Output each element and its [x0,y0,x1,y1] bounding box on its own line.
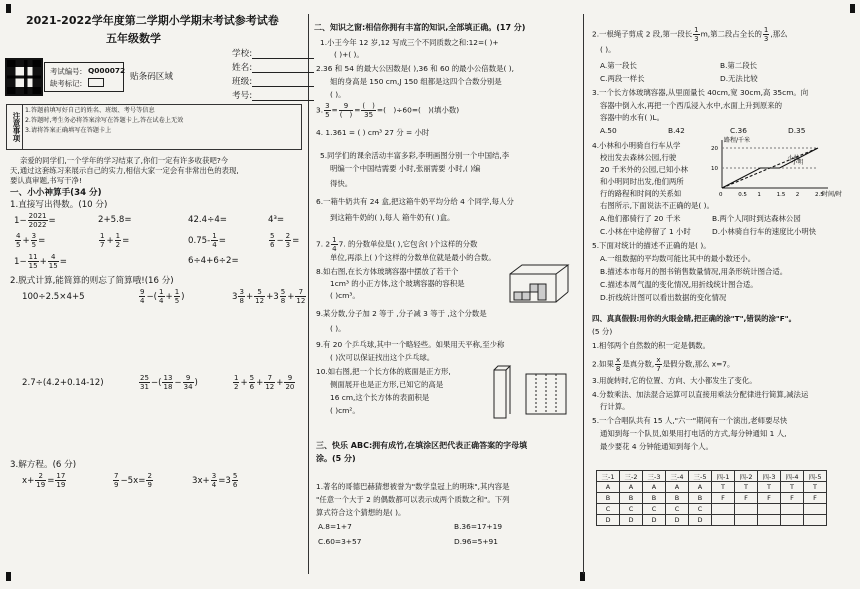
option: B.两个人同时到达森林公园 [712,214,801,223]
question-line: ( )+( )。 [334,50,364,59]
grid-header: 四-2 [735,471,758,482]
answer-bubble[interactable]: B [620,493,643,504]
answer-bubble[interactable]: B [689,493,712,504]
question-line: 行的路程和时间的关系如 [600,189,682,198]
exam-code: Q000072 [88,66,126,75]
q3-title: 3.解方程。(6 分) [10,460,77,470]
section4-title: 四、真真假假:用你的火眼金睛,把正确的涂"T",错误的涂"F"。 [592,314,797,323]
answer-bubble[interactable]: D [620,515,643,526]
registration-mark [850,4,855,13]
option: A.50 [600,126,617,135]
question-line: ( )。 [330,324,346,333]
option: C.两段一样长 [600,74,645,83]
question-line: 通知到每一个队员,如果用打电话的方式,每分钟通知 1 人, [600,429,787,438]
q1-title: 1.直接写出得数。(10 分) [10,200,108,210]
field-name: 姓名: [232,61,314,73]
notes-label: 注意事项 [7,105,23,149]
answer-bubble[interactable]: D [689,515,712,526]
q2-title: 2.脱式计算,能简算的则忘了简算哦!(16 分) [10,276,174,286]
question-line: ( )。 [330,90,346,99]
question-line: ( )次可以保证找出这个乒乓球。 [330,353,435,362]
grid-header: 四-3 [758,471,781,482]
question-line: 行计算。 [600,402,630,411]
answer-bubble[interactable]: A [620,482,643,493]
option: B.42 [668,126,685,135]
x-tick-label: 0.5 [738,192,747,198]
note-line: 3.请将答案正确填写在答题卡上 [25,127,112,134]
field-class: 班级: [232,75,314,87]
exam-subtitle: 五年级数学 [106,32,161,45]
question-line: 得快。 [330,179,353,188]
answer-grid [596,470,827,526]
section1-title: 一、小小神算手(34 分) [10,188,102,198]
answer-bubble[interactable]: T [712,482,735,493]
series-label: 小明 [791,159,804,166]
option: A.他们都骑行了 20 千米 [600,214,681,223]
registration-mark [6,572,11,581]
absent-label: 缺考标记: [50,79,83,88]
container-figure [506,262,572,306]
question-line: 3. $\frac{3}{5}$ = 9 ( ) = ( ) 35 =( )÷60=( )(填小数) [316,102,460,119]
option: C.60=3+57 [318,537,362,546]
intro-line: 要认真审题,书写干净! [10,176,82,185]
grid-header: 三-2 [620,471,643,482]
option: C.描述本周气温的变化情况,用折线统计图合适。 [600,280,758,289]
question-line: 2.如果 $\frac{x}{8}$ 是真分数, $\frac{x}{7}$ 是假分数,那么 x=7。 [592,356,735,373]
x-tick-label: 2.5 [815,192,824,198]
field-school: 学校: [232,47,314,59]
question-line: "任意一个大于 2 的偶数都可以表示成两个质数之和"。下列 [316,495,510,504]
question-line: 姐的身高是 150 cm,J 150 组都是这四个合数分别是 [330,77,502,86]
grid-header: 四-4 [781,471,804,482]
calc-item: $\frac{5}{6}$ − $\frac{2}{3}$ = [270,232,300,249]
question-line: ( )cm²。 [330,406,360,415]
answer-bubble[interactable]: D [597,515,620,526]
option: B.第二段长 [720,61,757,70]
answer-bubble[interactable]: C [666,504,689,515]
question-line: 校出发去森林公园,行驶 [600,153,677,162]
option: D.小林骑自行车的速度比小明快 [712,227,817,236]
section4-points: (5 分) [592,327,613,336]
question-line: 2.一根绳子剪成 2 段,第一段长 $\frac{1}{3}$ m,第二段占全长的 $\frac{1}{3}$ ,那么 [592,26,788,43]
x-tick-label: 1 [757,192,761,198]
calc-item: 3 $\frac{3}{8}$ + $\frac{5}{12}$ +3 $\frac{5}{8}$ + $\frac{7}{12}$ [232,288,306,305]
calc-item: $\frac{1}{2}$ + $\frac{5}{6}$ + $\frac{7}{12}$ + $\frac{9}{20}$ [234,374,295,391]
notes-box [6,104,302,150]
question-line: 明编一个中国结需要 小时,张丽需要 小时,( )编 [330,164,481,173]
y-tick-label: 10 [711,166,718,172]
answer-bubble[interactable]: C [620,504,643,515]
option: B.36=17+19 [454,522,503,531]
calc-item: $\frac{9}{4}$ −( $\frac{1}{4}$ + $\frac{1}{5}$ ) [140,288,185,305]
question-line: 6.一箱牛奶共有 24 盒,把这箱牛奶平均分给 4 个同学,每人分 [316,197,514,206]
question-line: 2.36 和 54 的最大公因数是( ),36 和 60 的最小公倍数是( ), [316,64,514,73]
y-axis-label: 路程/千米 [724,137,751,144]
answer-bubble[interactable]: B [597,493,620,504]
answer-bubble[interactable]: B [666,493,689,504]
answer-bubble[interactable]: A [689,482,712,493]
barcode-area: 贴条码区域 [130,72,173,82]
calc-item: $\frac{1}{7}$ + $\frac{1}{2}$ = [100,232,130,249]
option: C.小林在中途停留了 1 小时 [600,227,691,236]
column-divider [583,14,584,574]
question-line: 4.分数乘法、加法混合运算可以直接用乘法分配律进行简算,减法运 [592,390,809,399]
question-line: 3.用旋转时,它的位置、方向、大小都发生了变化。 [592,376,757,385]
answer-bubble[interactable]: F [781,493,804,504]
option: D.35 [788,126,806,135]
question-line: 最少要花 4 分钟能通知到每个人。 [600,442,713,451]
option: B.描述本市每月的图书销售数量情况,用条形统计图合适。 [600,267,788,276]
answer-bubble[interactable]: F [758,493,781,504]
calc-item: 6÷4+6÷2= [188,256,239,266]
answer-bubble[interactable]: T [735,482,758,493]
answer-bubble[interactable]: C [689,504,712,515]
question-line: ( )cm³。 [330,291,360,300]
intro-line: 亲爱的同学们,一个学年的学习结束了,你们一定有许多收获吧?今 [20,156,229,165]
question-line: 容器中的水有( )L。 [600,113,664,122]
cuboid-figure [490,364,570,424]
answer-bubble[interactable]: T [804,482,827,493]
answer-bubble[interactable]: F [804,493,827,504]
option: A.一组数据的平均数可能比其中的最小数还小。 [600,254,756,263]
option: D.无法比较 [720,74,758,83]
option: A.8=1+7 [318,522,352,531]
answer-bubble[interactable]: B [643,493,666,504]
calc-item: 2+5.8= [98,215,132,225]
distance-time-chart [700,134,852,200]
question-line: 1.相邻两个自然数的积一定是偶数。 [592,341,710,350]
option: A.第一段长 [600,61,637,70]
x-tick-label: 2 [795,192,800,198]
question-line: 9.某分数,分子加 2 等于 ,分子减 3 等于 ,这个分数是 [316,309,487,318]
calc-item: $\frac{25}{31}$ −( $\frac{13}{18}$ − $\frac{9}{34}$ ) [140,374,198,391]
question-line: 4.小林和小明骑自行车从学 [592,141,681,150]
question-line: 5.同学们的课余活动丰富多彩,李明画图分别一个中国结,李 [320,151,510,160]
x-tick-label: 0 [719,192,723,198]
question-line: 4. 1.361 = ( ) cm³ 27 分 = 小时 [316,128,430,137]
answer-bubble[interactable]: A [666,482,689,493]
question-line: 20 千米外的公园,已知小林 [600,165,689,174]
answer-bubble[interactable]: D [666,515,689,526]
x-axis-label: 时间/时 [822,191,843,198]
question-line: 10.如右图,把一个长方体的底面是正方形, [316,367,451,376]
grid-header: 三-5 [689,471,712,482]
answer-bubble[interactable]: D [643,515,666,526]
absent-checkbox[interactable] [88,78,104,87]
field-number: 考号: [232,89,314,101]
calc-item: 100÷2.5×4+5 [22,292,85,302]
note-line: 2.答题时,考生务必将答案涂写在答题卡上,答在试卷上无效 [25,117,184,124]
section3-title-cont: 涂。(5 分) [316,454,356,463]
answer-bubble[interactable]: A [643,482,666,493]
calc-item: 1− $\frac{2021}{2022}$ = [14,212,56,229]
answer-bubble[interactable]: A [597,482,620,493]
calc-item: 2.7÷(4.2+0.14-12) [22,378,104,388]
equation: 3x+ $\frac{3}{4}$ =3 $\frac{5}{6}$ [192,472,238,489]
answer-bubble[interactable]: F [712,493,735,504]
question-line: ( )。 [600,45,616,54]
note-line: 1.答题前填写好自己的姓名、班级、考号等信息 [25,107,155,114]
question-line: 和小明同时出发,他们两所 [600,177,684,186]
calc-item: 4³= [268,215,285,225]
question-line: 1.著名的哥德巴赫猜想被誉为"数学皇冠上的明珠",其内容是 [316,482,510,491]
calc-item: 0.75- $\frac{1}{4}$ = [188,232,226,249]
equation: $\frac{7}{9}$ −5x= $\frac{2}{9}$ [114,472,152,489]
registration-mark [6,4,11,13]
question-line: 5.一个合唱队共有 15 人,"六一"期间有一个演出,老师要尽快 [592,416,788,425]
exam-code-label: 考试编号: [50,67,83,76]
answer-bubble[interactable]: T [758,482,781,493]
option: D.96=5+91 [454,537,498,546]
x-tick-label: 1.5 [776,192,786,198]
calc-item: 1− $\frac{11}{15}$ + $\frac{4}{15}$ = [14,253,67,270]
calc-item: 42.4÷4= [188,215,228,225]
grid-header: 三-4 [666,471,689,482]
qr-code [5,58,43,96]
question-line: 8.如右图,在长方体玻璃容器中摆放了若干个 [316,267,459,276]
question-line: 16 cm,这个长方体的表面积是 [330,393,430,402]
question-line: 到这箱牛奶的( ),每人 箱牛奶有( )盒。 [330,213,455,222]
calc-item: $\frac{4}{5}$ + $\frac{3}{5}$ = [16,232,46,249]
option: C.36 [730,126,747,135]
answer-bubble[interactable]: C [643,504,666,515]
question-line: 侧面展开也是正方形,已知它的高是 [330,380,444,389]
question-line: 7. 2 $\frac{1}{4}$ 7. 的分数单位是( ),它包含( )个这样的分数 [316,236,478,253]
option: D.折线统计图可以看出数据的变化情况 [600,293,727,302]
question-line: 1.小王今年 12 岁,12 写成三个不同质数之和:12=( )+ [320,38,499,47]
grid-header: 三-3 [643,471,666,482]
grid-header: 四-1 [712,471,735,482]
grid-header: 四-5 [804,471,827,482]
question-line: 容器中倒入水,再把一个西瓜浸入水中,水面上升到原来的 [600,101,783,110]
question-line: 算式符合这个猜想的是( )。 [316,508,406,517]
intro-line: 天,通过这套练习来展示自己的实力,相信大家一定会有非常出色的表现, [10,166,239,175]
question-line: 单位,再添上( )个这样的分数单位就是最小的合数。 [330,253,496,262]
question-line: 5.下面对统计的描述不正确的是( )。 [592,241,711,250]
answer-bubble[interactable]: F [735,493,758,504]
y-tick-label: 20 [711,146,718,152]
equation: x+ $\frac{2}{19}$ = $\frac{17}{19}$ [22,472,66,489]
question-line: 右图所示,下面说法不正确的是( )。 [600,201,714,210]
grid-header: 三-1 [597,471,620,482]
answer-bubble[interactable]: T [781,482,804,493]
question-line: 3.一个长方体玻璃容器,从里面量长 40cm,宽 30cm,高 35cm。向 [592,88,809,97]
question-line: 1cm³ 的小正方体,这个玻璃容器的容积是 [330,279,465,288]
section3-title: 三、快乐 ABC:拥有成竹,在填涂区把代表正确答案的字母填 [316,441,528,450]
exam-title: 2021-2022学年度第二学期小学期末考试参考试卷 [26,14,279,27]
answer-bubble[interactable]: C [597,504,620,515]
section2-title: 二、知识之窗:相信你拥有丰富的知识,全部填正确。(17 分) [314,23,526,32]
series-label: 小林 [787,155,800,162]
question-line: 9.有 20 个乒乓球,其中一个略轻些。如果用天平称,至少称 [316,340,505,349]
